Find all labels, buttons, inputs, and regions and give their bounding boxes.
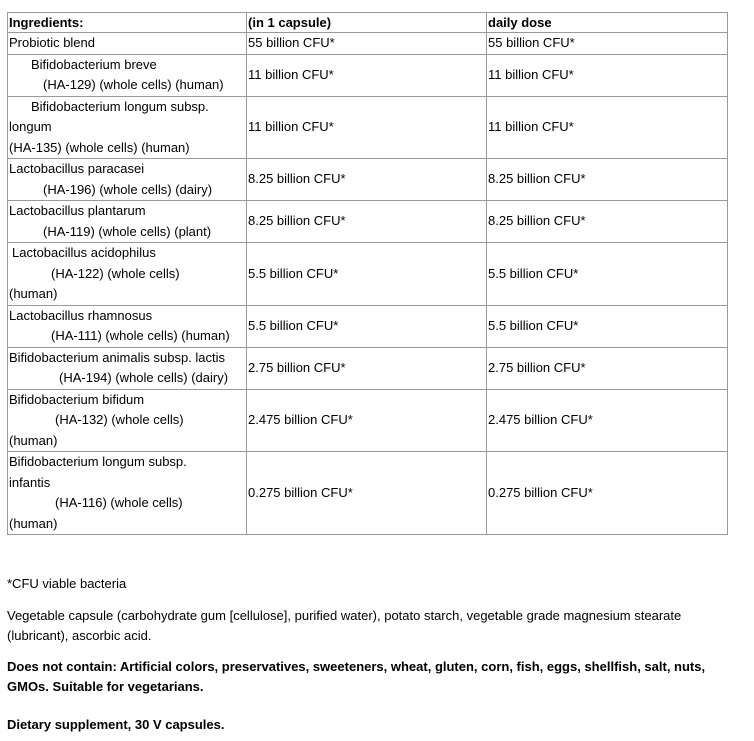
- header-daily-dose: daily dose: [487, 13, 728, 33]
- daily-dose-value: 2.475 billion CFU*: [487, 389, 728, 452]
- ingredient-name-line: Bifidobacterium breve: [31, 56, 157, 72]
- ingredient-strain-line: (human): [9, 286, 58, 301]
- table-row: [8, 201, 728, 243]
- ingredient-name-line: Probiotic blend: [9, 35, 95, 50]
- per-capsule-value: 2.475 billion CFU*: [247, 389, 487, 452]
- ingredient-strain-line: (HA-194) (whole cells) (dairy): [59, 370, 229, 385]
- table-row: [8, 96, 728, 159]
- ingredient-name: [8, 33, 247, 55]
- daily-dose-value: 11 billion CFU*: [487, 96, 728, 159]
- per-capsule-value: 8.25 billion CFU*: [247, 201, 487, 243]
- ingredient-strain-line: (HA-119) (whole cells) (plant): [43, 223, 212, 239]
- ingredient-strain-line: (HA-196) (whole cells) (dairy): [43, 181, 213, 197]
- daily-dose-value: 5.5 billion CFU*: [487, 243, 728, 306]
- daily-dose-value: 8.25 billion CFU*: [487, 201, 728, 243]
- ingredient-name: [8, 305, 247, 347]
- ingredient-name-line: Bifidobacterium bifidum: [9, 391, 145, 407]
- daily-dose-value: 2.75 billion CFU*: [487, 347, 728, 389]
- ingredient-strain-line: (HA-129) (whole cells) (human): [43, 77, 224, 92]
- ingredient-name: [8, 243, 247, 306]
- ingredient-name: [8, 54, 247, 96]
- ingredient-strain-line: (human): [9, 432, 58, 448]
- daily-dose-value: 8.25 billion CFU*: [487, 159, 728, 201]
- ingredients-panel: [7, 12, 727, 535]
- ingredient-strain-line: (HA-135) (whole cells) (human): [9, 139, 190, 155]
- per-capsule-value: 5.5 billion CFU*: [247, 243, 487, 306]
- product-form: Dietary supplement, 30 V capsules.: [7, 717, 225, 732]
- daily-dose-value: 11 billion CFU*: [487, 54, 728, 96]
- ingredient-name-line: Bifidobacterium longum subsp.: [31, 98, 209, 114]
- per-capsule-value: 5.5 billion CFU*: [247, 305, 487, 347]
- per-capsule-value: 55 billion CFU*: [247, 33, 487, 55]
- ingredient-name-line: longum: [9, 119, 52, 134]
- ingredient-name: [8, 347, 247, 389]
- ingredient-name: [8, 159, 247, 201]
- ingredients-table: [7, 12, 728, 535]
- ingredient-name-line: Bifidobacterium animalis subsp. lactis: [9, 349, 226, 365]
- daily-dose-value: 55 billion CFU*: [487, 33, 728, 55]
- table-header-row: [8, 13, 728, 33]
- ingredient-name-line: Lactobacillus plantarum: [9, 203, 146, 218]
- ingredient-name: [8, 452, 247, 535]
- ingredient-strain-line: (HA-132) (whole cells): [55, 412, 184, 427]
- table-row: [8, 389, 728, 452]
- table-row: [8, 452, 728, 535]
- per-capsule-value: 0.275 billion CFU*: [247, 452, 487, 535]
- ingredient-strain-line: (human): [9, 515, 58, 531]
- table-row: [8, 159, 728, 201]
- ingredient-name: [8, 201, 247, 243]
- ingredient-name-line: Lactobacillus rhamnosus: [9, 307, 153, 323]
- other-ingredients: Vegetable capsule (carbohydrate gum [cellulose], purified water), potato starch, vegetable grade magnesium stearate (lubricant), ascorbic acid.: [7, 608, 682, 643]
- daily-dose-value: 0.275 billion CFU*: [487, 452, 728, 535]
- ingredient-name-line: Lactobacillus paracasei: [9, 161, 145, 176]
- per-capsule-value: 11 billion CFU*: [247, 54, 487, 96]
- table-row: [8, 54, 728, 96]
- daily-dose-value: 5.5 billion CFU*: [487, 305, 728, 347]
- header-per-capsule: (in 1 capsule): [247, 13, 487, 33]
- cfu-footnote: *CFU viable bacteria: [7, 576, 127, 591]
- ingredient-name: [8, 96, 247, 159]
- table-row: [8, 305, 728, 347]
- table-row: [8, 33, 728, 55]
- ingredient-name-line: Lactobacillus acidophilus: [12, 245, 156, 260]
- ingredient-name-line: infantis: [9, 474, 51, 490]
- ingredient-strain-line: (HA-116) (whole cells): [55, 495, 183, 510]
- table-row: [8, 243, 728, 306]
- ingredient-strain-line: (HA-122) (whole cells): [51, 265, 180, 281]
- table-row: [8, 347, 728, 389]
- per-capsule-value: 2.75 billion CFU*: [247, 347, 487, 389]
- header-ingredients: Ingredients:: [8, 13, 247, 33]
- per-capsule-value: 8.25 billion CFU*: [247, 159, 487, 201]
- ingredient-strain-line: (HA-111) (whole cells) (human): [51, 328, 230, 343]
- ingredient-name-line: Bifidobacterium longum subsp.: [9, 454, 187, 469]
- does-not-contain: Does not contain: Artificial colors, preservatives, sweeteners, wheat, gluten, corn, fish, eggs, shellfish, salt, nuts, GMOs. Suitable for vegetarians.: [7, 659, 706, 694]
- ingredient-name: [8, 389, 247, 452]
- per-capsule-value: 11 billion CFU*: [247, 96, 487, 159]
